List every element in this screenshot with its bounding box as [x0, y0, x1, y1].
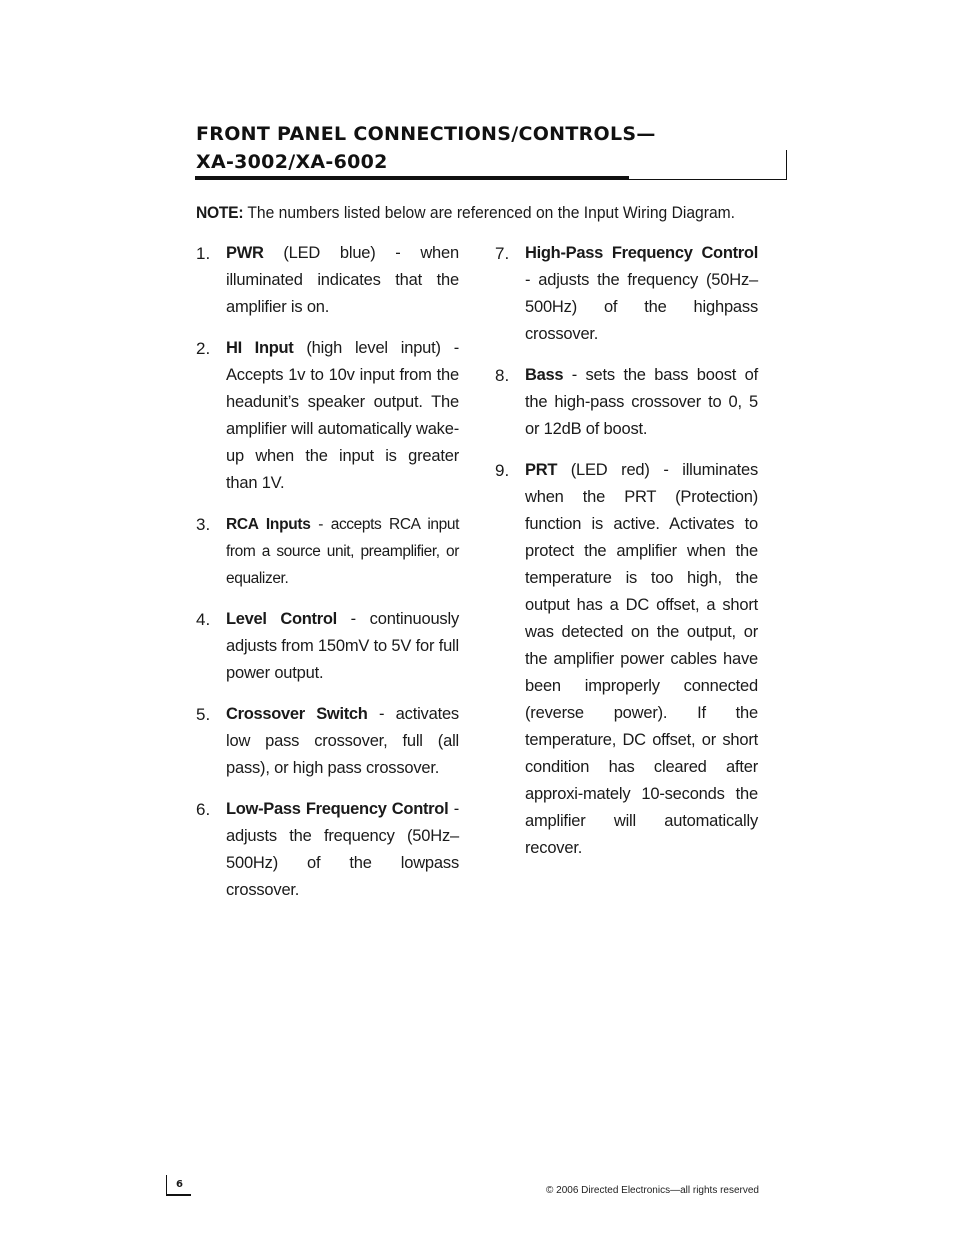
item-keyword: Bass: [525, 366, 564, 384]
title-vertical-rule: [786, 150, 787, 180]
note-text: The numbers listed below are referenced on the Input Wiring Diagram.: [243, 203, 736, 222]
item-number: 4.: [196, 610, 211, 629]
item-text: - adjusts the frequency (50Hz–500Hz) of the lowpass crossover.: [226, 800, 459, 899]
item-number: 5.: [196, 705, 211, 724]
item-body: [525, 362, 758, 443]
item-keyword: PRT: [525, 461, 558, 479]
list-item: [196, 701, 458, 782]
item-text: - continuously adjusts from 150mV to 5V for full power output.: [226, 610, 459, 682]
list-item: [196, 606, 458, 687]
item-body: [525, 240, 758, 348]
item-keyword: Crossover Switch: [226, 705, 368, 723]
item-text: - sets the bass boost of the high-pass crossover to 0, 5 or 12dB of boost.: [525, 366, 758, 438]
item-number: 3.: [196, 515, 211, 534]
page-title: [196, 120, 796, 176]
item-body: [226, 240, 459, 321]
item-number: 9.: [495, 461, 510, 480]
item-keyword: Low-Pass Frequency Control: [226, 800, 449, 818]
item-keyword: Level Control: [226, 610, 337, 628]
list-item: [196, 511, 458, 592]
list-item: [495, 457, 757, 862]
title-underline: [195, 176, 629, 180]
item-keyword: PWR: [226, 244, 264, 262]
item-number: 7.: [495, 244, 510, 263]
item-text: - accepts RCA input from a source unit, preamplifier, or equalizer.: [226, 516, 459, 587]
item-body: [226, 701, 459, 782]
item-body: [226, 796, 459, 904]
item-body: [226, 511, 459, 592]
title-line-2: XA-3002/XA-6002: [196, 151, 388, 173]
list-item: [495, 362, 757, 443]
item-number: 1.: [196, 244, 211, 263]
item-keyword: HI Input: [226, 339, 294, 357]
item-body: [226, 335, 459, 497]
page-number: 6: [176, 1179, 183, 1190]
list-item: [196, 796, 458, 904]
list-item: [495, 240, 757, 348]
item-body: [226, 606, 459, 687]
item-text: - adjusts the frequency (50Hz–500Hz) of the highpass crossover.: [525, 271, 758, 343]
note-label: NOTE:: [196, 203, 244, 222]
item-text: (LED blue) - when illuminated indicates that the amplifier is on.: [226, 244, 459, 316]
item-text: - activates low pass crossover, full (all pass), or high pass crossover.: [226, 705, 459, 777]
item-number: 6.: [196, 800, 211, 819]
list-item: [196, 335, 458, 497]
item-text: (high level input) - Accepts 1v to 10v input from the headunit’s speaker output. The amplifier will automatically wake-up when the input is greater than 1V.: [226, 339, 460, 492]
item-text: (LED red) - illuminates when the PRT (Protection) function is active. Activates to protect the amplifier when the temperature is too high, the output has a DC offset, a short was detected on the output, or the amplifier power cables have been improperly connected (reverse power). If the temperature, DC offset, or short condition has cleared after approxi-mately 10-seconds the amplifier will automatically recover.: [525, 461, 758, 857]
left-column: [196, 240, 458, 918]
copyright-notice: © 2006 Directed Electronics—all rights reserved: [545, 1185, 759, 1196]
item-body: [525, 457, 758, 862]
item-number: 2.: [196, 339, 211, 358]
title-underline-thin: [629, 179, 787, 180]
right-column: [495, 240, 757, 876]
item-number: 8.: [495, 366, 510, 385]
note-paragraph: [196, 201, 748, 225]
title-line-1: FRONT PANEL CONNECTIONS/CONTROLS—: [196, 123, 656, 145]
list-item: [196, 240, 458, 321]
item-keyword: RCA Inputs: [226, 516, 311, 533]
item-keyword: High-Pass Frequency Control: [525, 244, 758, 262]
